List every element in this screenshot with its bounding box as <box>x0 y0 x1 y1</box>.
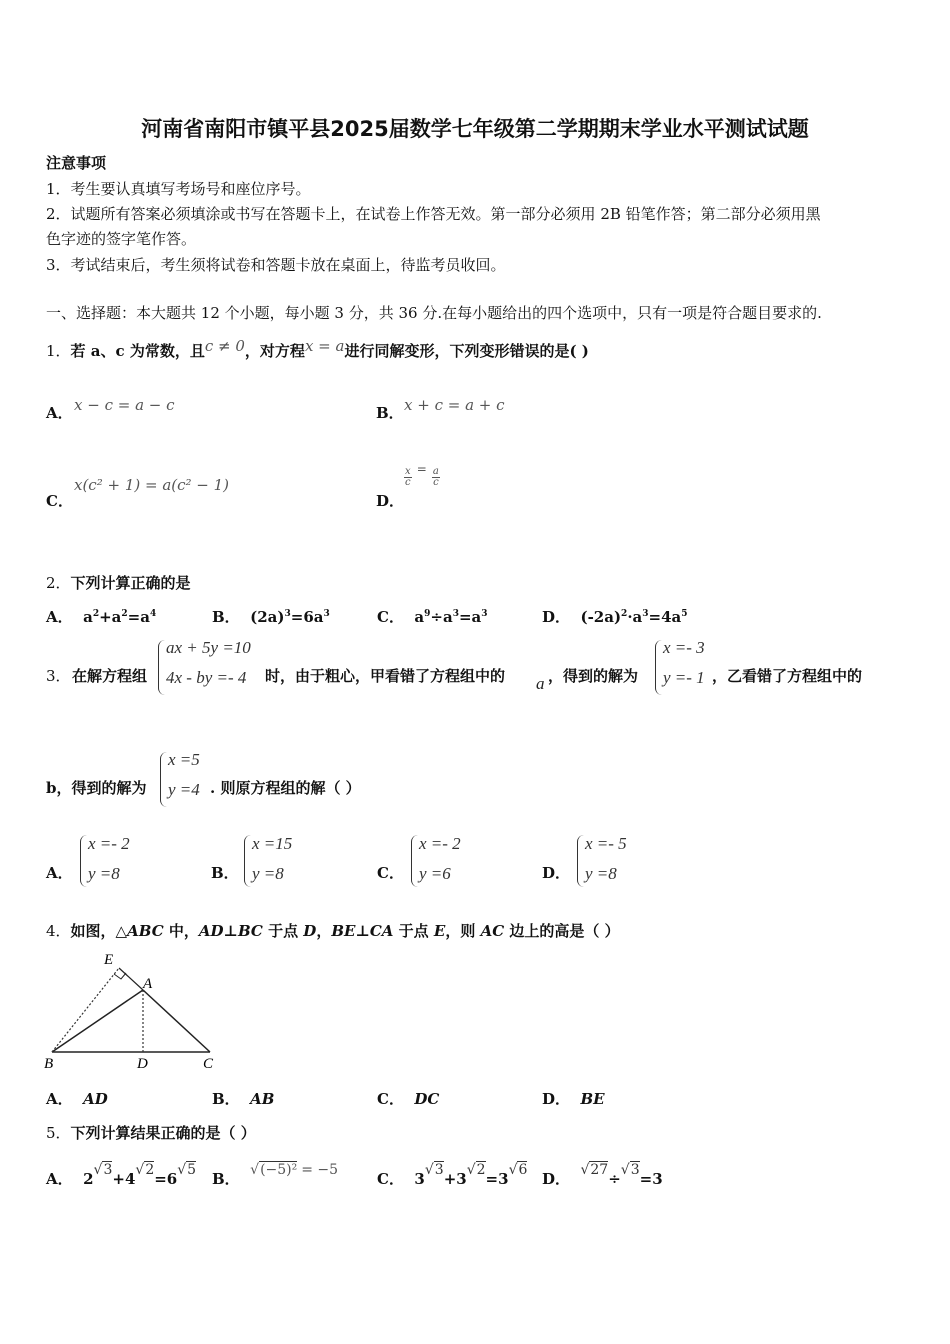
q3-text-2: 时，由于粗心，甲看错了方程组中的 <box>265 667 506 685</box>
q5-option-d: D． √27÷√3=3 <box>542 1162 663 1188</box>
segment-ac <box>143 990 210 1052</box>
q3-option-d-x: x =- 5 <box>585 834 627 853</box>
q5-option-c: C． 3√3+3√2=3√6 <box>377 1162 528 1188</box>
question-2-stem: 2．下列计算正确的是 <box>46 574 191 592</box>
q5-option-a: A． 2√3+4√2=6√5 <box>46 1162 197 1188</box>
segment-be-dashed <box>52 968 119 1052</box>
q3-option-b-x: x =15 <box>252 834 293 853</box>
q3-c-brace <box>411 835 418 887</box>
q5-option-b: B． √(−5)² = −5 <box>212 1162 339 1188</box>
label-c: C <box>203 1056 214 1072</box>
q3-text-3: ，得到的解为 <box>548 667 639 685</box>
q3-var-a: a <box>536 674 545 693</box>
notice-item-2: 2．试题所有答案必须填涂或书写在答题卡上，在试卷上作答无效。第一部分必须用 2B 铅笔作答；第二部分必须用黑 <box>46 205 821 223</box>
q3-equation-2: 4x - by =- 4 <box>166 668 247 687</box>
q4-option-d: D． BE <box>542 1090 605 1108</box>
label-d: D <box>137 1056 148 1072</box>
notice-item-2-cont: 色字迹的签字笔作答。 <box>46 230 197 248</box>
option-label-c: C． <box>46 492 73 510</box>
q1-option-c: x(c² + 1) = a(c² − 1) <box>74 476 230 494</box>
q3-text-4: ，乙看错了方程组中的 <box>712 667 863 685</box>
right-angle-mark <box>114 973 126 979</box>
option-label-a: A． <box>46 864 73 882</box>
option-label-c: C． <box>377 864 404 882</box>
label-a: A <box>143 976 153 992</box>
q3-solution-2-brace <box>160 752 167 807</box>
q4-option-c: C． DC <box>377 1090 440 1108</box>
notice-item-3: 3．考试结束后，考生须将试卷和答题卡放在桌面上，待监考员收回。 <box>46 256 506 274</box>
q3-option-c-x: x =- 2 <box>419 834 461 853</box>
q3-text-1: 在解方程组 <box>72 667 148 685</box>
option-label-d: D． <box>376 492 405 510</box>
q1-option-d: $\frac{x}{c}$ = $\frac{a}{c}$ <box>405 462 439 488</box>
q3-solution-2-x: x =5 <box>168 750 200 769</box>
q3-equation-1: ax + 5y =10 <box>166 638 251 657</box>
q2-option-d: D． $(-2a)^2\cdot a^3=4a^5$ <box>542 608 688 626</box>
question-5-stem: 5．下列计算结果正确的是（ ） <box>46 1124 256 1142</box>
q1-option-b: x + c = a + c <box>404 396 505 414</box>
q2-option-c: C． $a^9\div a^3=a^3$ <box>377 608 488 626</box>
q2-option-a: A． $a^2+a^2=a^4$ <box>46 608 157 626</box>
q3-option-d-y: y =8 <box>585 864 617 883</box>
q3-d-brace <box>577 835 584 887</box>
option-label-b: B． <box>376 404 404 422</box>
page-title: 河南省南阳市镇平县2025届数学七年级第二学期期末学业水平测试试题 <box>141 117 809 141</box>
question-4-stem: 4．如图，△ABC 中，AD⊥BC 于点 D，BE⊥CA 于点 E，则 AC 边上的高是（ ） <box>46 922 620 940</box>
q3-solution-1-x: x =- 3 <box>663 638 705 657</box>
section-heading: 一、选择题：本大题共 12 个小题，每小题 3 分，共 36 分.在每小题给出的四个选项中，只有一项是符合题目要求的. <box>46 304 822 322</box>
q3-option-a-x: x =- 2 <box>88 834 130 853</box>
q4-option-b: B． AB <box>212 1090 275 1108</box>
q3-b-brace <box>244 835 251 887</box>
label-b: B <box>44 1056 54 1072</box>
question-1-stem: 1．若 a、c 为常数，且c ≠ 0，对方程x = a进行同解变形，下列变形错误的是( ) <box>46 337 589 360</box>
option-label-d: D． <box>542 864 571 882</box>
q3-text-5: b，得到的解为 <box>46 779 147 797</box>
notice-heading: 注意事项 <box>46 154 107 172</box>
option-label-a: A． <box>46 404 73 422</box>
triangle-figure <box>40 948 230 1076</box>
q3-a-brace <box>80 835 87 887</box>
label-e: E <box>104 952 114 968</box>
q1-option-a: x − c = a − c <box>74 396 175 414</box>
q3-option-b-y: y =8 <box>252 864 284 883</box>
segment-ae-extension <box>119 968 143 990</box>
question-number: 1． <box>46 342 71 360</box>
segment-ba <box>52 990 143 1052</box>
q2-option-b: B． $(2a)^3=6a^3$ <box>212 608 330 626</box>
notice-item-1: 1．考生要认真填写考场号和座位序号。 <box>46 180 311 198</box>
q3-system-brace <box>158 640 165 695</box>
q3-option-a-y: y =8 <box>88 864 120 883</box>
option-label-b: B． <box>211 864 239 882</box>
q3-option-c-y: y =6 <box>419 864 451 883</box>
q3-solution-2-y: y =4 <box>168 780 200 799</box>
question-3-number: 3． <box>46 667 71 685</box>
q4-option-a: A． AD <box>46 1090 108 1108</box>
q3-text-6: . 则原方程组的解（ ） <box>210 779 361 797</box>
q3-solution-1-y: y =- 1 <box>663 668 705 687</box>
q3-solution-1-brace <box>655 640 662 695</box>
